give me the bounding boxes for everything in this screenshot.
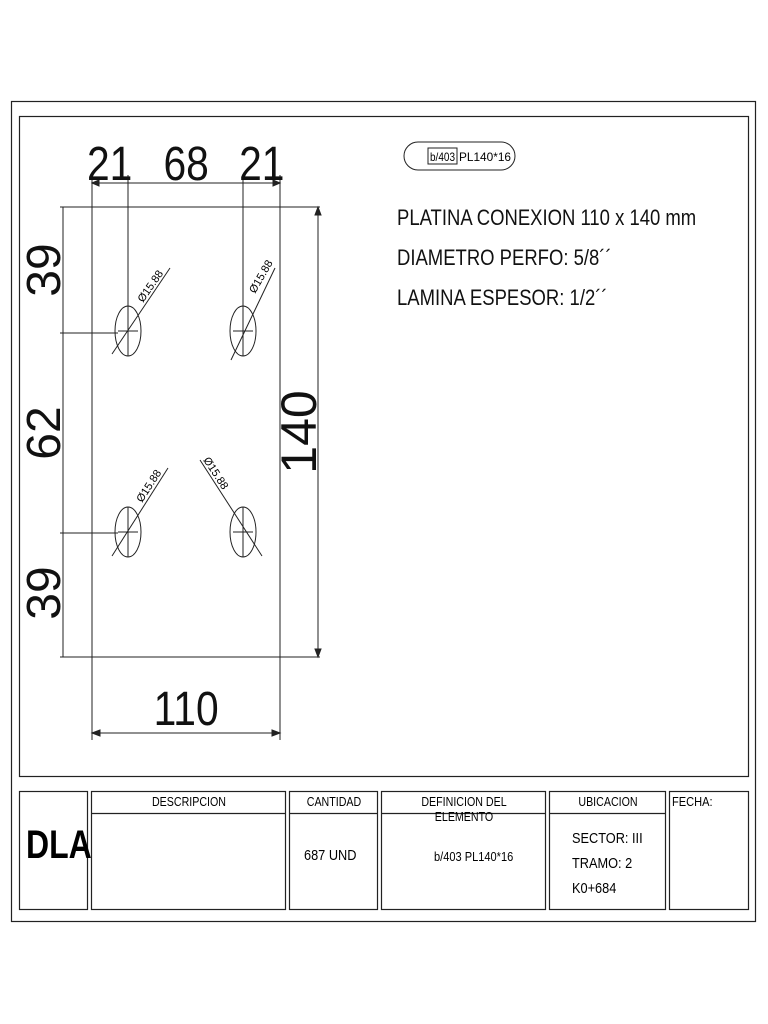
dim-left-bottom: 39 [18,566,71,620]
note-thickness: LAMINA ESPESOR: 1/2´´ [397,285,608,310]
logo: DLA [26,823,92,867]
hole-label-top-left: Ø15.88 [135,268,167,305]
tag-section: PL140*16 [459,150,512,164]
header-fecha: FECHA: [672,794,713,809]
ubicacion-km: K0+684 [572,880,617,897]
dim-top-left: 21 [86,137,133,191]
element-tag [404,142,515,170]
drawing-notes [397,198,696,318]
value-cantidad: 687 UND [304,847,357,864]
note-plate: PLATINA CONEXION 110 x 140 mm [397,205,697,230]
hole-label-bottom-right: Ø15.88 [200,455,231,492]
dim-right-height: 140 [271,390,327,474]
value-definicion: b/403 PL140*16 [434,849,514,864]
dim-left-mid: 62 [18,406,71,460]
tag-mark: b/403 [430,150,456,164]
dim-bottom-width: 110 [153,682,219,736]
plate-outline [92,207,280,657]
header-ubicacion: UBICACION [578,794,638,809]
dim-top-right: 21 [239,137,285,191]
note-hole-diameter: DIAMETRO PERFO: 5/8´´ [397,245,612,270]
hole-label-top-right: Ø15.88 [247,258,276,296]
hole-label-bottom-left: Ø15.88 [134,467,165,505]
header-definicion: DEFINICION DEL ELEMENTO [421,794,507,824]
value-ubicacion [572,826,643,901]
ubicacion-sector: SECTOR: III [572,830,643,847]
dim-top-mid: 68 [163,137,209,191]
holes [112,268,275,557]
dim-left-top: 39 [18,243,71,297]
ubicacion-tramo: TRAMO: 2 [572,855,633,872]
header-cantidad: CANTIDAD [306,794,362,809]
header-descripcion: DESCRIPCION [151,794,227,809]
